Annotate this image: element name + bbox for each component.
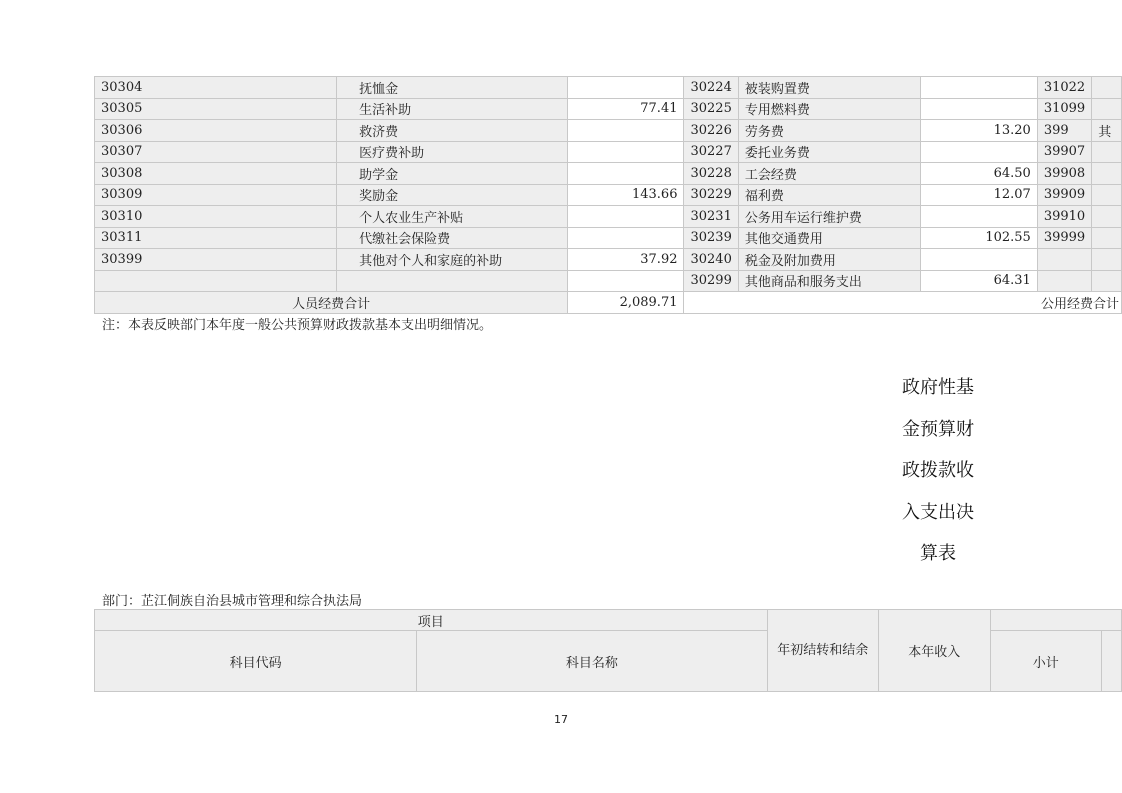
code-cell: 39908 (1037, 163, 1091, 185)
code-cell: 30240 (684, 249, 738, 271)
amount-cell: 77.41 (568, 98, 684, 120)
amount-cell (568, 77, 684, 99)
code-cell: 30229 (684, 184, 738, 206)
table-row (95, 206, 1122, 228)
table-row (95, 141, 1122, 163)
table-row (95, 249, 1122, 271)
name-cell: 其他交通费用 (738, 227, 920, 249)
amount-cell: 37.92 (568, 249, 684, 271)
header-cut (1102, 631, 1122, 692)
name-cell (1092, 98, 1122, 120)
title-line: 入支出决 (902, 501, 974, 523)
table-row (95, 98, 1122, 120)
code-cell: 30304 (95, 77, 337, 99)
name-cell: 其他商品和服务支出 (738, 270, 920, 292)
title-line: 金预算财 (902, 418, 974, 440)
name-cell: 福利费 (738, 184, 920, 206)
total-row (95, 292, 1122, 314)
table-row (95, 227, 1122, 249)
amount-cell (568, 206, 684, 228)
code-cell: 30305 (95, 98, 337, 120)
name-cell (1092, 77, 1122, 99)
amount-cell (568, 141, 684, 163)
total-personnel-label: 人员经费合计 (95, 292, 568, 314)
name-cell (1092, 270, 1122, 292)
code-cell: 30310 (95, 206, 337, 228)
amount-cell (920, 77, 1037, 99)
name-cell: 专用燃料费 (738, 98, 920, 120)
table-row (95, 184, 1122, 206)
header-name: 科目名称 (417, 631, 767, 692)
code-cell: 399 (1037, 120, 1091, 142)
name-cell (1092, 184, 1122, 206)
amount-cell (568, 163, 684, 185)
amount-cell (920, 206, 1037, 228)
name-cell (1092, 227, 1122, 249)
amount-cell: 102.55 (920, 227, 1037, 249)
code-cell: 30307 (95, 141, 337, 163)
amount-cell (920, 141, 1037, 163)
name-cell: 工会经费 (738, 163, 920, 185)
vertical-title (884, 367, 992, 575)
table-row (95, 120, 1122, 142)
title-line: 政府性基 (902, 377, 974, 398)
amount-cell: 12.07 (920, 184, 1037, 206)
total-personnel-value: 2,089.71 (568, 292, 684, 314)
name-cell: 生活补助 (337, 98, 568, 120)
amount-cell (920, 249, 1037, 271)
code-cell: 39910 (1037, 206, 1091, 228)
header-subtotal: 小计 (990, 631, 1102, 692)
amount-cell: 64.50 (920, 163, 1037, 185)
code-cell: 30299 (684, 270, 738, 292)
table-note: 注：本表反映部门本年度一般公共预算财政拨款基本支出明细情况。 (102, 318, 493, 333)
name-cell: 其 (1092, 120, 1122, 142)
page-number: 17 (554, 713, 568, 726)
code-cell: 30224 (684, 77, 738, 99)
name-cell: 助学金 (337, 163, 568, 185)
name-cell: 救济费 (337, 120, 568, 142)
code-cell: 30308 (95, 163, 337, 185)
header-item: 项目 (95, 610, 768, 631)
name-cell (1092, 249, 1122, 271)
code-cell: 31022 (1037, 77, 1091, 99)
amount-cell: 13.20 (920, 120, 1037, 142)
code-cell: 30309 (95, 184, 337, 206)
code-cell: 30239 (684, 227, 738, 249)
name-cell: 医疗费补助 (337, 141, 568, 163)
code-cell: 30227 (684, 141, 738, 163)
table-row (95, 270, 1122, 292)
title-line: 算表 (920, 543, 956, 564)
table-row (95, 163, 1122, 185)
name-cell: 税金及附加费用 (738, 249, 920, 271)
name-cell: 劳务费 (738, 120, 920, 142)
name-cell: 个人农业生产补贴 (337, 206, 568, 228)
header-code: 科目代码 (95, 631, 417, 692)
name-cell (1092, 206, 1122, 228)
amount-cell (920, 98, 1037, 120)
total-public-label: 公用经费合计 (684, 292, 1122, 314)
header-blank (990, 610, 1121, 631)
amount-cell: 64.31 (920, 270, 1037, 292)
name-cell: 奖励金 (337, 184, 568, 206)
fund-revenue-table-header (94, 609, 1122, 692)
code-cell: 30311 (95, 227, 337, 249)
code-cell: 30399 (95, 249, 337, 271)
code-cell: 30231 (684, 206, 738, 228)
code-cell: 31099 (1037, 98, 1091, 120)
code-cell: 39909 (1037, 184, 1091, 206)
department-label: 部门：芷江侗族自治县城市管理和综合执法局 (102, 594, 363, 609)
title-line: 政拨款收 (902, 460, 974, 481)
name-cell (337, 270, 568, 292)
amount-cell: 143.66 (568, 184, 684, 206)
table-row (95, 77, 1122, 99)
code-cell (1037, 249, 1091, 271)
name-cell: 公务用车运行维护费 (738, 206, 920, 228)
code-cell: 39907 (1037, 141, 1091, 163)
name-cell (1092, 163, 1122, 185)
code-cell (1037, 270, 1091, 292)
basic-expenditure-table (94, 76, 1122, 314)
code-cell: 30228 (684, 163, 738, 185)
name-cell: 被装购置费 (738, 77, 920, 99)
amount-cell (568, 120, 684, 142)
name-cell (1092, 141, 1122, 163)
header-carryover: 年初结转和结余 (767, 610, 879, 692)
name-cell: 委托业务费 (738, 141, 920, 163)
code-cell: 30226 (684, 120, 738, 142)
code-cell: 39999 (1037, 227, 1091, 249)
name-cell: 抚恤金 (337, 77, 568, 99)
amount-cell (568, 270, 684, 292)
amount-cell (568, 227, 684, 249)
header-income: 本年收入 (879, 610, 991, 692)
name-cell: 代缴社会保险费 (337, 227, 568, 249)
code-cell: 30306 (95, 120, 337, 142)
code-cell: 30225 (684, 98, 738, 120)
name-cell: 其他对个人和家庭的补助 (337, 249, 568, 271)
code-cell (95, 270, 337, 292)
